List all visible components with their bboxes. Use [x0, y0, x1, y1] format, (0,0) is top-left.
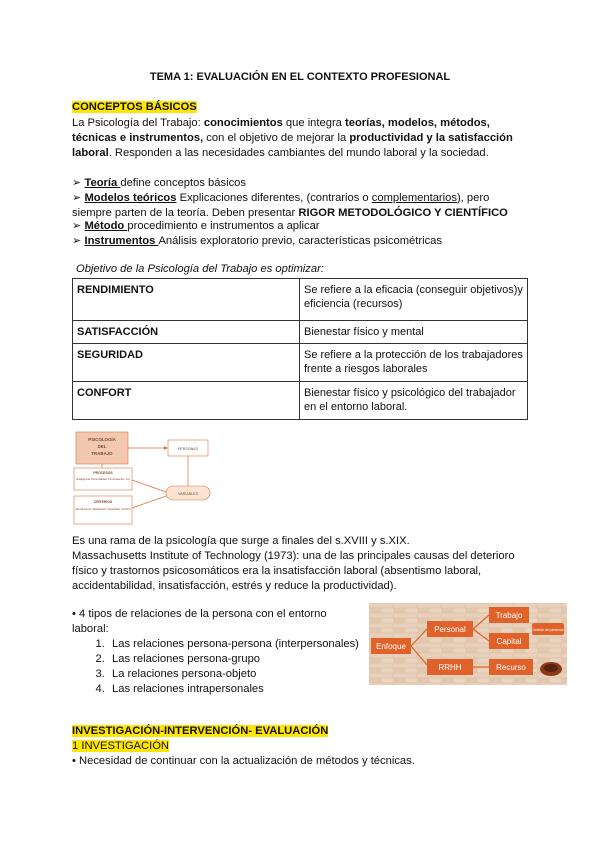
list-item: 1. Las relaciones persona-persona (interpersonales)	[108, 637, 372, 652]
row-value: Se refiere a la protección de los trabajadores frente a riesgos laborales	[300, 344, 528, 382]
diagram-personas: PERSONAS	[178, 447, 198, 451]
table-row	[73, 344, 528, 382]
list-item: 4. Las relaciones intrapersonales	[108, 682, 372, 697]
list-item: 3. La relaciones persona-objeto	[108, 667, 372, 682]
bullet-modelos: ➢ Modelos teóricos Explicaciones diferentes, (contrarios o complementarios), pero siempre parten de la teoría. Deben presentar RIGOR METODOLÓGICO Y CIENTÍFICO	[72, 192, 508, 219]
capital-label: Capital	[496, 637, 522, 646]
psicologia-diagram	[72, 430, 240, 530]
relaciones-intro: • 4 tipos de relaciones de la persona con el entorno laboral:	[72, 608, 327, 635]
personal-label: Personal	[434, 625, 466, 634]
section-heading-investigacion: INVESTIGACIÓN-INTERVENCIÓN- EVALUACIÓN	[72, 725, 329, 737]
list-item: 2. Las relaciones persona-grupo	[108, 652, 372, 667]
recurso-label: Recurso	[496, 663, 526, 672]
relaciones-list	[72, 637, 372, 697]
investigacion-bullet: • Necesidad de continuar con la actualización de métodos y técnicas.	[72, 755, 415, 767]
objetivos-table	[72, 278, 528, 420]
table-caption: Objetivo de la Psicología del Trabajo es optimizar:	[76, 263, 324, 275]
row-key: SEGURIDAD	[73, 344, 300, 382]
row-value: Bienestar físico y psicológico del trabajador en el entorno laboral.	[300, 382, 528, 420]
historia-p2: Massachusetts Institute of Technology (1973): una de las principales causas del deterioro físico y trastornos psicosomáticos era la insatisfacción laboral (absentismo laboral, accidentabilidad, insatisfacción, estrés y reduce la productividad).	[72, 550, 515, 592]
bullet-teoria: ➢ Teoría define conceptos básicos	[72, 177, 246, 189]
table-row	[73, 279, 528, 321]
diagram-criterios-text: (Rendimiento, Satisfacción, Seguridad, Confort)	[75, 508, 131, 511]
row-key: RENDIMIENTO	[73, 279, 300, 321]
historia-p1: Es una rama de la psicología que surge a finales del s.XVIII y s.XIX.	[72, 535, 410, 547]
section-heading-conceptos: CONCEPTOS BÁSICOS	[72, 101, 197, 113]
subheading-investigacion: 1 INVESTIGACIÓN	[72, 740, 169, 752]
bullet-instrumentos: ➢ Instrumentos Análisis exploratorio previo, características psicométricas	[72, 235, 442, 247]
document-title: TEMA 1: EVALUACIÓN EN EL CONTEXTO PROFESIONAL	[149, 71, 451, 83]
intro-paragraph: La Psicología del Trabajo: conocimientos que integra teorías, modelos, métodos, técnicas e instrumentos, con el objetivo de mejorar la productividad y la satisfacción laboral. Responden a las necesidades cambiantes del mundo laboral y la sociedad.	[72, 117, 513, 159]
diagram-variables: VARIABLES	[178, 492, 198, 496]
rrhh-label: RRHH	[438, 663, 462, 672]
table-row	[73, 382, 528, 420]
diagram-criterios-title: CRITERIOS	[93, 500, 113, 504]
row-value: Bienestar físico y mental	[300, 321, 528, 344]
trabajo-label: Trabajo	[495, 611, 523, 620]
diagram-root-label: PSICOLOGÍA DEL TRABAJO	[88, 437, 116, 456]
enfoque-label: Enfoque	[376, 642, 406, 651]
diagram-procesos-title: PROCESOS	[93, 471, 113, 475]
bullet-metodo: ➢ Método procedimiento e instrumentos a aplicar	[72, 220, 320, 232]
gestion-label: Gestión de personas	[532, 628, 564, 632]
row-key: CONFORT	[73, 382, 300, 420]
row-key: SATISFACCIÓN	[73, 321, 300, 344]
diagram-procesos-text: (Inteligencia, Personalidad, Comunicación, etc)	[75, 478, 131, 481]
enfoque-diagram	[369, 603, 567, 685]
row-value: Se refiere a la eficacia (conseguir objetivos)y eficiencia (recursos)	[300, 279, 528, 321]
table-row	[73, 321, 528, 344]
